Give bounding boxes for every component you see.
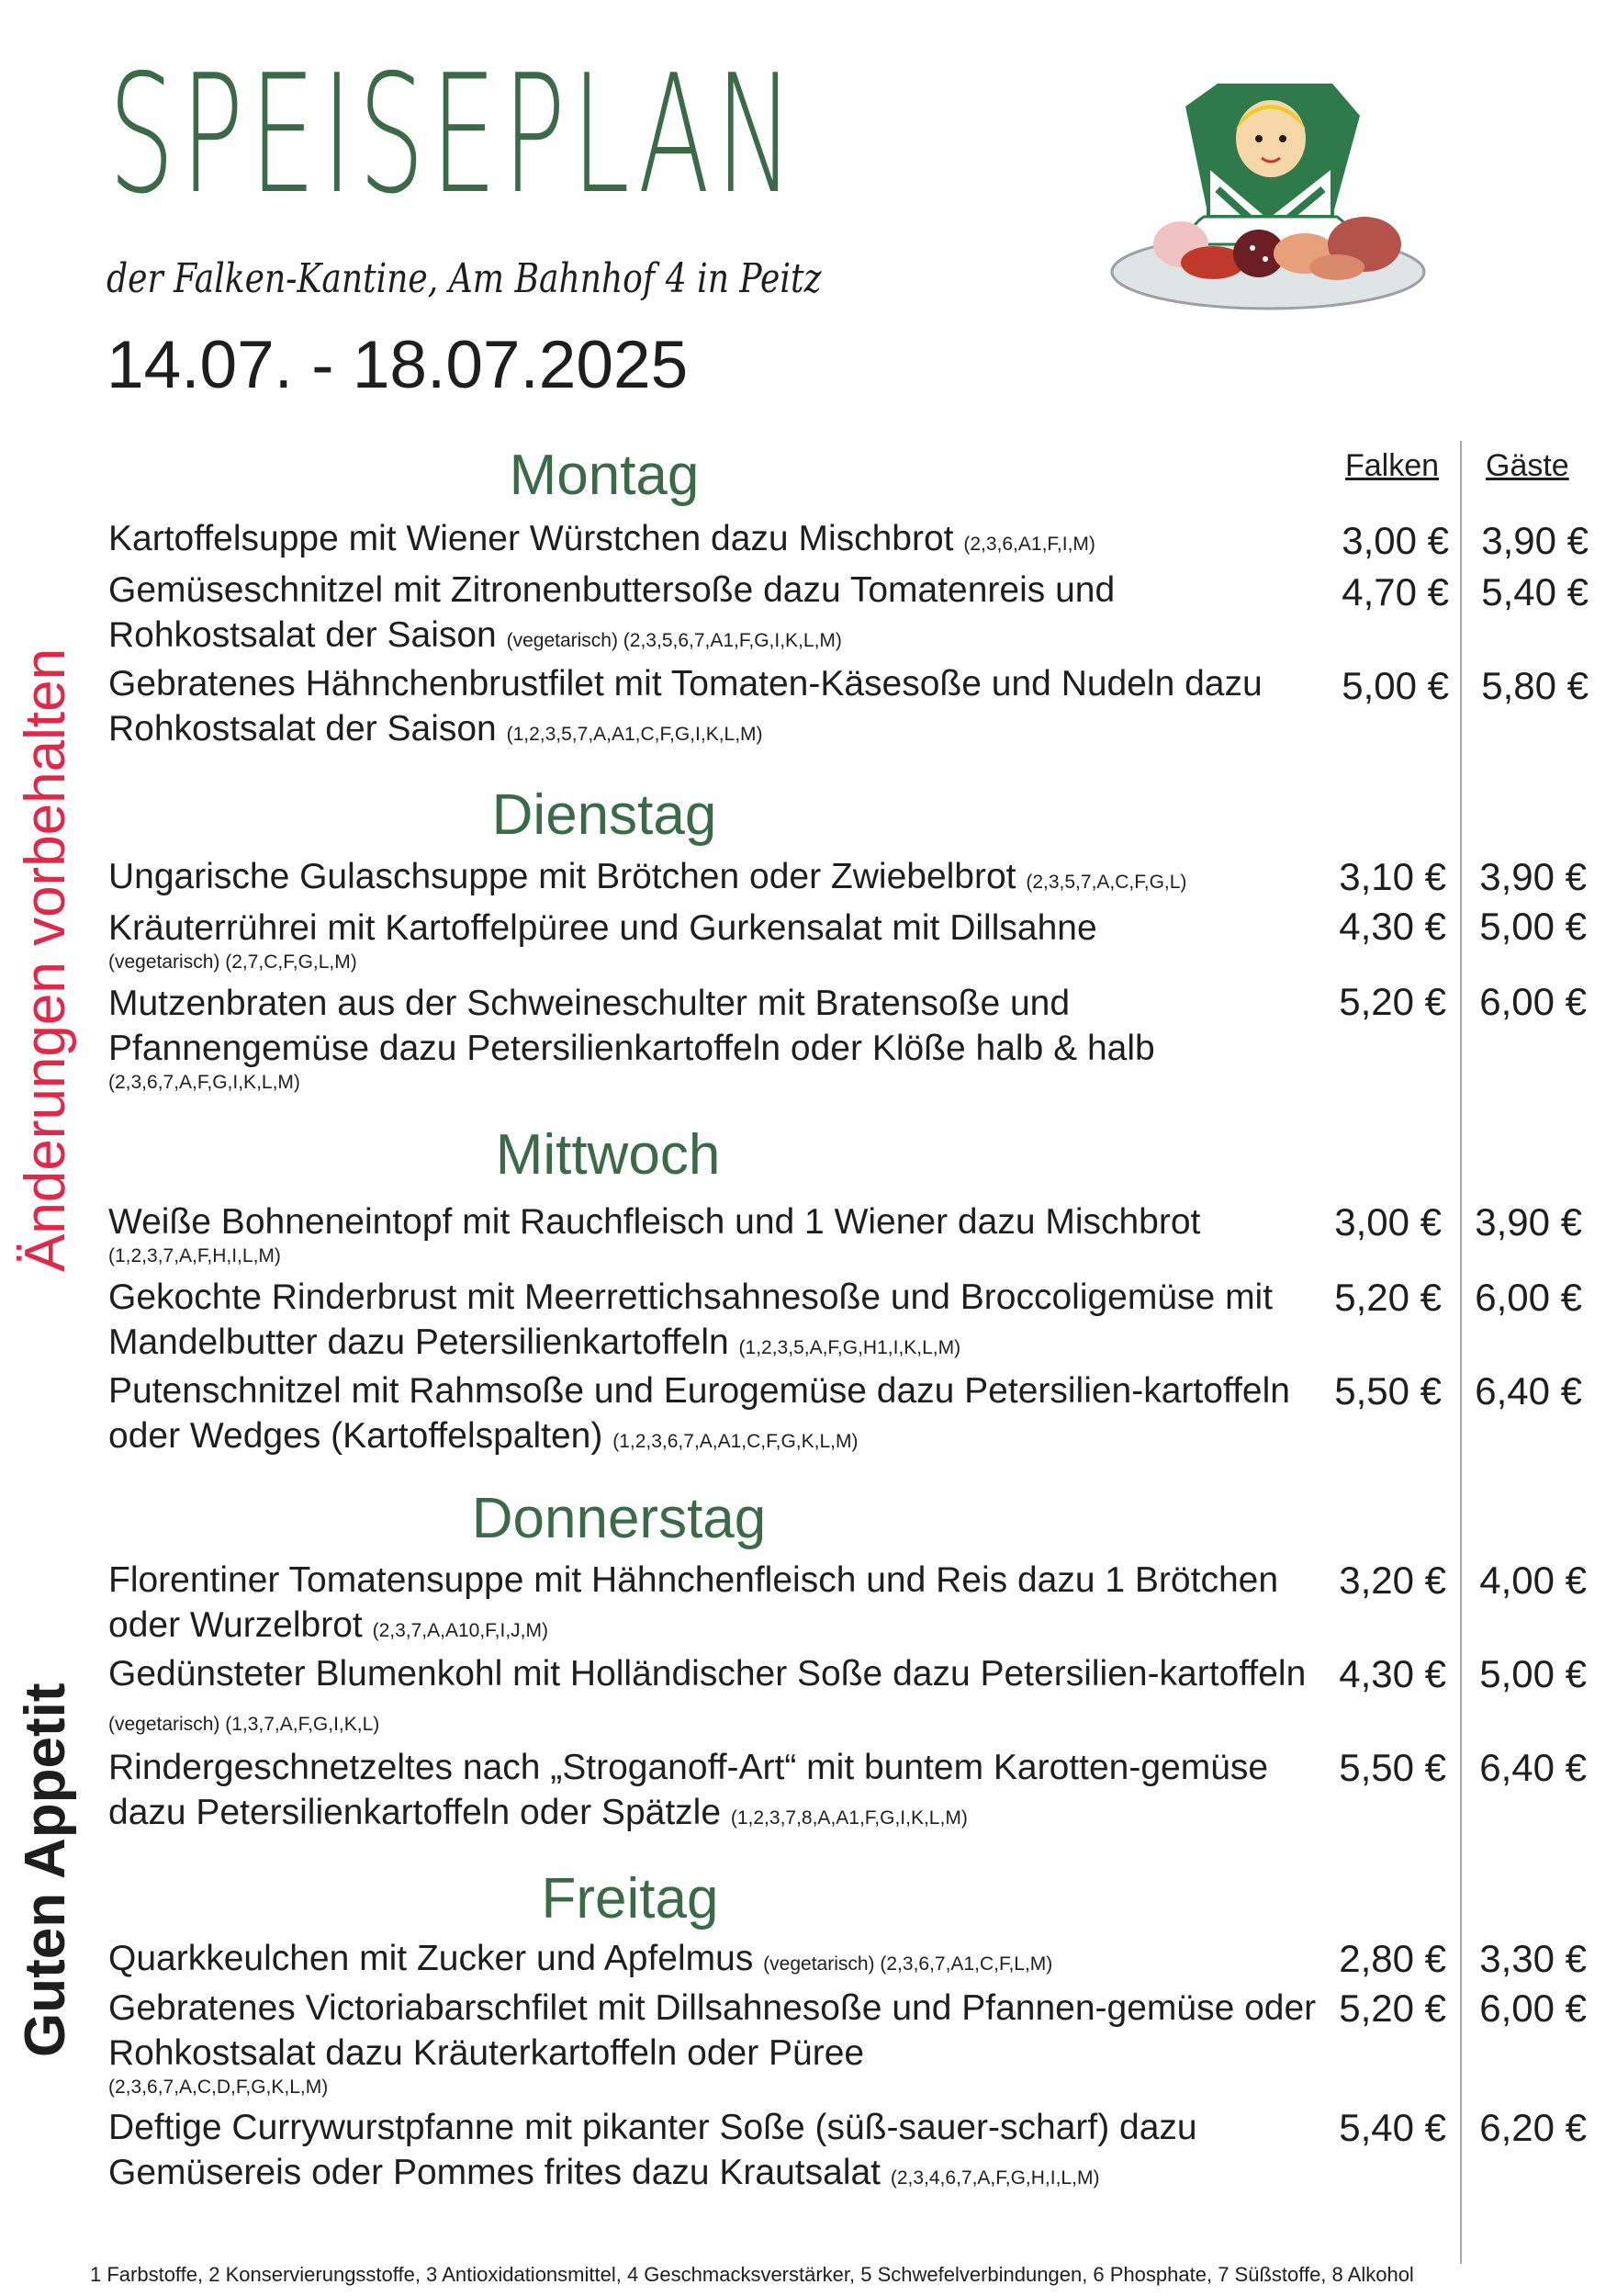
dish-item: Kartoffelsuppe mit Wiener Würstchen dazu Mischbrot (2,3,6,A1,F,I,M) xyxy=(108,519,1095,558)
price-gaeste: 4,00 € xyxy=(1479,1559,1587,1602)
price-falken: 3,10 € xyxy=(1339,855,1446,898)
dish-item: Gebratenes Victoriabarschfilet mit Dillsahnesoße und Pfannen-gemüse oder Rohkostsalat dazu Kräuterkartoffeln oder Püree (2,3,6,7,A,C,D,F,G,K,L,M) xyxy=(108,1988,1317,2098)
price-gaeste: 6,40 € xyxy=(1479,1746,1587,1789)
dish-item: Kräuterrührei mit Kartoffelpüree und Gurkensalat mit Dillsahne (vegetarisch) (2,7,C,F,G,L,M) xyxy=(108,908,1097,973)
day-heading-mittwoch: Mittwoch xyxy=(495,1123,721,1187)
price-gaeste: 3,90 € xyxy=(1479,855,1587,898)
price-gaeste: 3,90 € xyxy=(1475,1200,1582,1244)
price-gaeste: 5,00 € xyxy=(1479,1652,1587,1695)
dish-item: Gedünsteter Blumenkohl mit Holländischer Soße dazu Petersilien-kartoffeln (vegetarisch) (1,3,7,A,F,G,I,K,L) xyxy=(108,1654,1307,1735)
price-falken: 3,00 € xyxy=(1334,1200,1442,1244)
price-falken: 3,00 € xyxy=(1342,519,1449,562)
price-gaeste: 5,40 € xyxy=(1481,570,1589,613)
dish-item: Gemüseschnitzel mit Zitronenbuttersoße dazu Tomatenreis und Rohkostsalat der Saison (vegetarisch) (2,3,5,6,7,A1,F,G,I,K,L,M) xyxy=(108,570,1116,655)
price-gaeste: 3,30 € xyxy=(1479,1937,1587,1980)
price-falken: 2,80 € xyxy=(1339,1937,1446,1980)
side-notice: Änderungen vorbehalten xyxy=(14,647,77,1272)
dish-item: Gebratenes Hähnchenbrustfilet mit Tomaten-Käsesoße und Nudeln dazu Rohkostsalat der Saison (1,2,3,5,7,A,A1,C,F,G,I,K,L,M) xyxy=(108,664,1263,748)
price-falken: 5,50 € xyxy=(1339,1746,1446,1789)
price-falken: 4,30 € xyxy=(1339,905,1446,948)
price-gaeste: 5,00 € xyxy=(1479,905,1587,948)
dish-item: Gekochte Rinderbrust mit Meerrettichsahnesoße und Broccoligemüse mit Mandelbutter dazu Petersilienkartoffeln (1,2,3,5,A,F,G,H1,I,K,L,M) xyxy=(108,1277,1274,1362)
page-title: SPEISEPLAN xyxy=(108,39,800,230)
dish-item: Mutzenbraten aus der Schweineschulter mit Bratensoße und Pfannengemüse dazu Petersilienkartoffeln oder Klöße halb & halb (2,3,6,7,A,F,G,I,K,L,M) xyxy=(108,984,1155,1093)
dish-item: Florentiner Tomatensuppe mit Hähnchenfleisch und Reis dazu 1 Brötchen oder Wurzelbrot (2,3,7,A,A10,F,I,J,M) xyxy=(108,1560,1279,1645)
price-falken: 5,20 € xyxy=(1334,1276,1442,1319)
day-heading-freitag: Freitag xyxy=(541,1867,719,1930)
day-heading-donnerstag: Donnerstag xyxy=(471,1487,767,1550)
price-falken: 5,50 € xyxy=(1334,1369,1442,1412)
price-falken: 3,20 € xyxy=(1339,1559,1446,1602)
date-range: 14.07. - 18.07.2025 xyxy=(107,328,689,402)
price-falken: 4,70 € xyxy=(1342,570,1449,613)
dish-item: Ungarische Gulaschsuppe mit Brötchen oder Zwiebelbrot (2,3,5,7,A,C,F,G,L) xyxy=(108,857,1187,896)
price-falken: 5,20 € xyxy=(1339,1986,1446,2030)
price-gaeste: 6,00 € xyxy=(1475,1276,1582,1319)
side-greeting: Guten Appetit xyxy=(14,1683,77,2057)
price-falken: 4,30 € xyxy=(1339,1652,1446,1695)
price-gaeste: 6,40 € xyxy=(1475,1369,1582,1412)
mascot-illustration xyxy=(1098,79,1429,318)
price-falken: 5,40 € xyxy=(1339,2106,1446,2149)
page-subtitle: der Falken-Kantine, Am Bahnhof 4 in Peitz xyxy=(107,255,822,302)
price-gaeste: 5,80 € xyxy=(1481,664,1589,707)
price-gaeste: 6,20 € xyxy=(1479,2106,1587,2149)
column-header-falken: Falken xyxy=(1345,448,1440,483)
dish-item: Rindergeschnetzeltes nach „Stroganoff-Art“ mit buntem Karotten-gemüse dazu Petersilienkartoffeln oder Spätzle (1,2,3,7,8,A,A1,F,G,I,K,L,M) xyxy=(108,1748,1269,1832)
dish-item: Putenschnitzel mit Rahmsoße und Eurogemüse dazu Petersilien-kartoffeln oder Wedges (Kartoffelspalten) (1,2,3,6,7,A,A1,C,F,G,K,L,M) xyxy=(108,1371,1290,1456)
additives-footnote: 1 Farbstoffe, 2 Konservierungsstoffe, 3 Antioxidationsmittel, 4 Geschmacksverstärker, 5 Schwefelverbindungen, 6 Phosphate, 7 Süßstoffe, 8 Alkohol xyxy=(90,2263,1414,2286)
price-gaeste: 6,00 € xyxy=(1479,980,1587,1023)
day-heading-dienstag: Dienstag xyxy=(491,783,717,847)
dish-item: Deftige Currywurstpfanne mit pikanter Soße (süß-sauer-scharf) dazu Gemüsereis oder Pommes frites dazu Krautsalat (2,3,4,6,7,A,F,G,H,I,L,M) xyxy=(108,2108,1197,2192)
dish-item: Quarkkeulchen mit Zucker und Apfelmus (vegetarisch) (2,3,6,7,A1,C,F,L,M) xyxy=(108,1939,1053,1978)
dish-item: Weiße Bohneneintopf mit Rauchfleisch und 1 Wiener dazu Mischbrot (1,2,3,7,A,F,H,I,L,M) xyxy=(108,1202,1201,1266)
price-gaeste: 3,90 € xyxy=(1481,519,1589,562)
price-falken: 5,20 € xyxy=(1339,980,1446,1023)
price-gaeste: 6,00 € xyxy=(1479,1986,1587,2030)
price-falken: 5,00 € xyxy=(1342,664,1449,707)
column-header-gaeste: Gäste xyxy=(1486,448,1569,483)
day-heading-montag: Montag xyxy=(509,444,700,507)
